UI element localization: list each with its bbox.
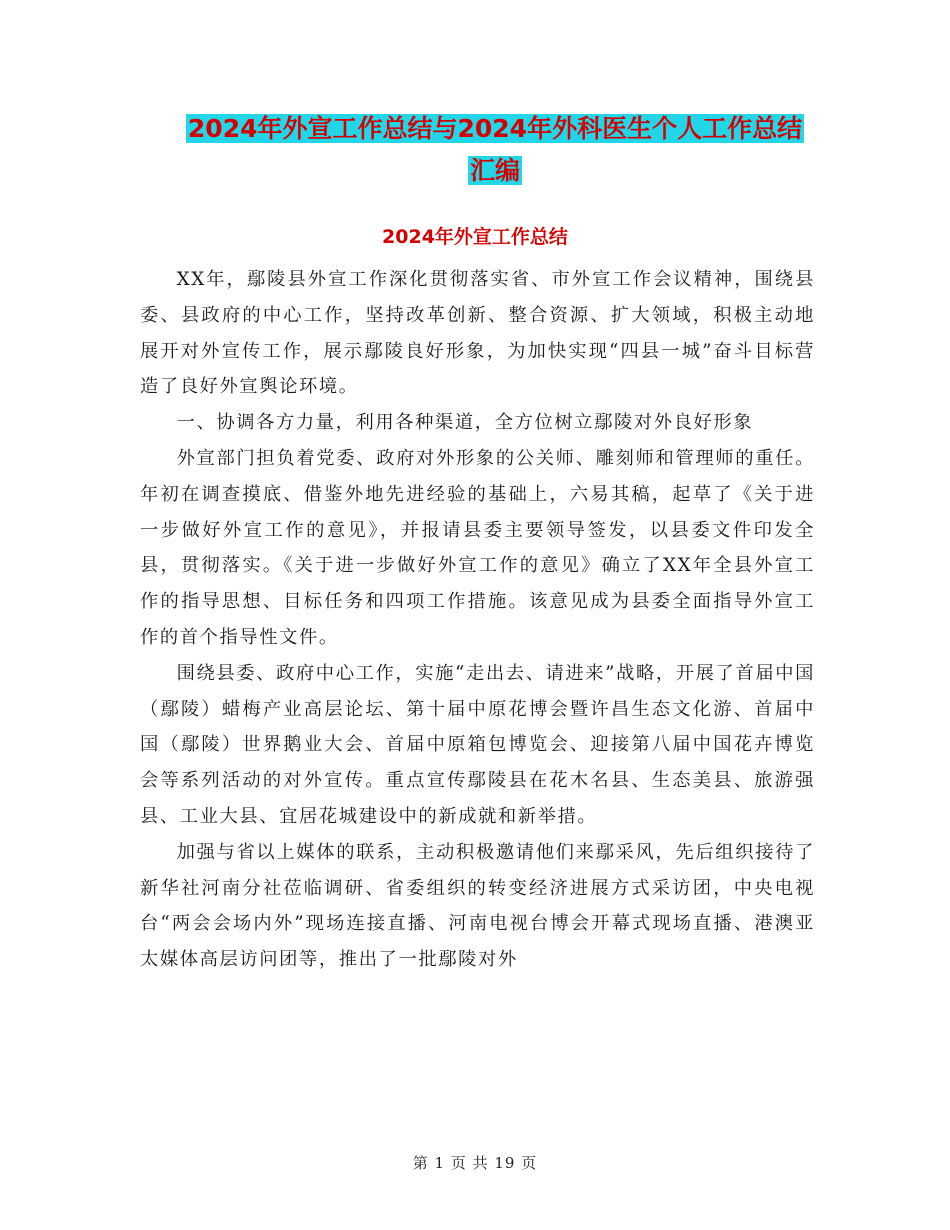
paragraph-intro: XX年，鄢陵县外宣工作深化贯彻落实省、市外宣工作会议精神，围绕县委、县政府的中心工作，坚持改革创新、整合资源、扩大领域，积极主动地展开对外宣传工作，展示鄢陵良好形象，为加快实现“四县一城”奋斗目标营造了良好外宣舆论环境。 — [140, 269, 815, 398]
paragraph-3: 围绕县委、政府中心工作，实施“走出去、请进来”战略，开展了首届中国（鄢陵）蜡梅产业高层论坛、第十届中原花博会暨许昌生态文化游、首届中国（鄢陵）世界鹅业大会、首届中原箱包博览会、迎接第八届中国花卉博览会等系列活动的对外宣传。重点宣传鄢陵县在花木名县、生态美县、旅游强县、工业大县、宜居花城建设中的新成就和新举措。 — [140, 662, 815, 827]
paragraph-4: 加强与省以上媒体的联系，主动积极邀请他们来鄢采风，先后组织接待了新华社河南分社莅临调研、省委组织的转变经济进展方式采访团，中央电视台“两会会场内外”现场连接直播、河南电视台博会开幕式现场直播、港澳亚太媒体高层访问团等，推出了一批鄢陵对外 — [140, 841, 815, 971]
document-title-line-2: 汇编 — [469, 156, 520, 185]
paragraph-heading-1: 一、协调各方力量，利用各种渠道，全方位树立鄢陵对外良好形象 — [176, 412, 754, 434]
section-title: 2024年外宣工作总结 — [382, 226, 568, 248]
document-title — [140, 108, 850, 192]
paragraph-2: 外宣部门担负着党委、政府对外形象的公关师、雕刻师和管理师的重任。年初在调查摸底、借鉴外地先进经验的基础上，六易其稿，起草了《关于进一步做好外宣工作的意见》，并报请县委主要领导签发，以县委文件印发全县，贯彻落实。《关于进一步做好外宣工作的意见》确立了XX年全县外宣工作的指导思想、目标任务和四项工作措施。该意见成为县委全面指导外宣工作的首个指导性文件。 — [140, 447, 815, 648]
document-title-line-1: 2024年外宣工作总结与2024年外科医生个人工作总结 — [187, 114, 803, 143]
page-footer: 第 1 页 共 19 页 — [412, 1154, 538, 1172]
document-body — [140, 262, 815, 978]
